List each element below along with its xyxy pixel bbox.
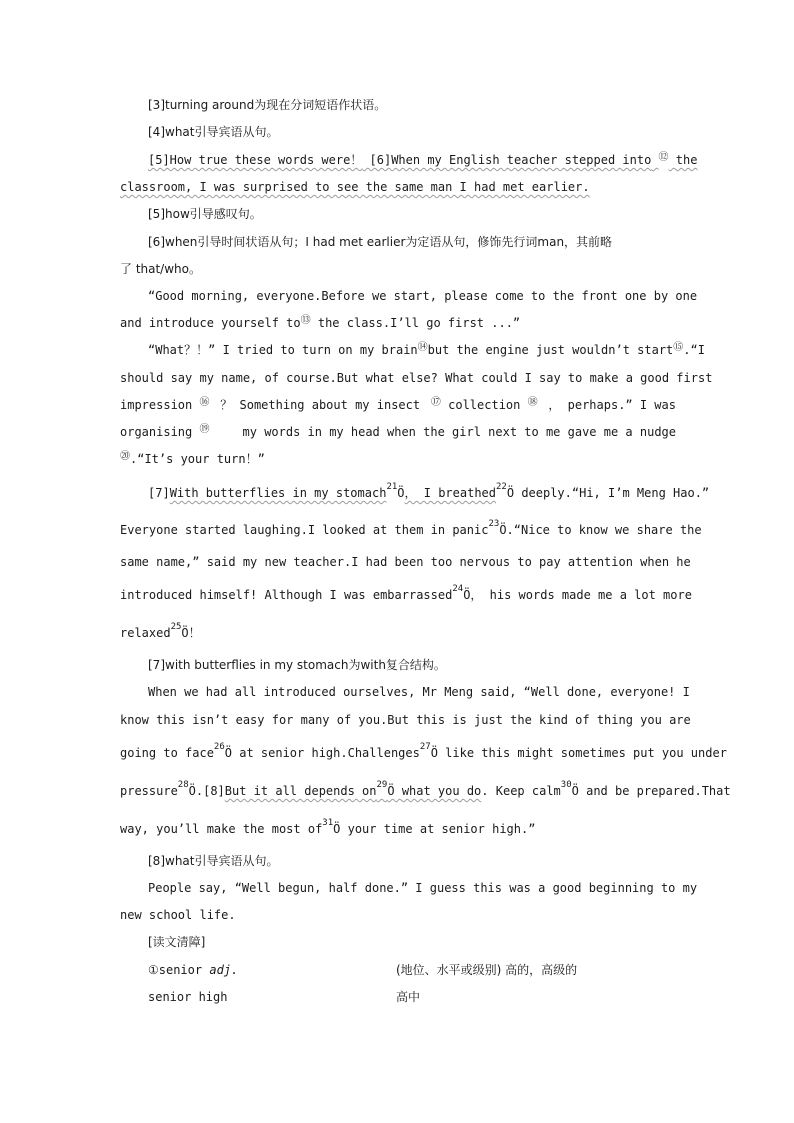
blank-marker: Ö xyxy=(571,784,579,798)
paragraph-line xyxy=(120,818,536,836)
blank-marker: Ö xyxy=(397,486,405,500)
text-fragment: way, you’ll make the most of xyxy=(120,822,323,836)
text-fragment: the xyxy=(675,153,698,167)
paragraph-line: know this isn’t easy for many of you.But this is just the kind of thing you are xyxy=(120,713,691,727)
part-of-speech: adj. xyxy=(209,963,239,977)
text-fragment: .“I xyxy=(683,343,705,357)
paragraph-line: should say my name, of course.But what else? What could I say to make a good first xyxy=(120,371,713,385)
text-fragment: your time at senior high.” xyxy=(347,822,536,836)
blank-marker: Ö xyxy=(188,784,196,798)
text-fragment: relaxed xyxy=(120,626,171,640)
vocabulary-heading: [读文清障] xyxy=(148,935,206,949)
blank-marker: Ö xyxy=(463,588,471,602)
text-fragment: going to face xyxy=(120,746,214,760)
blank-marker: Ö xyxy=(506,486,515,500)
text-fragment: “What？！” I tried to turn on my brain xyxy=(148,343,418,357)
paragraph-line xyxy=(120,780,731,798)
text-fragment: deeply.“Hi, I’m Meng Hao.” xyxy=(521,486,710,500)
text-fragment: ， perhaps.” I was xyxy=(548,398,676,412)
text-fragment: what you do xyxy=(401,784,482,798)
paragraph-line: “Good morning, everyone.Before we start, please come to the front one by one xyxy=(148,289,698,303)
footnote-marker: ⑮ xyxy=(673,342,684,353)
vocab-term: senior high xyxy=(148,990,228,1004)
paragraph-line xyxy=(120,622,201,640)
paragraph-line: same name,” said my new teacher.I had been too nervous to pay attention when he xyxy=(120,555,691,569)
text-fragment: Everyone started laughing.I looked at them in panic xyxy=(120,523,489,537)
blank-number: 31 xyxy=(322,818,334,828)
paragraph-line: People say, “Well begun, half done.” I guess this was a good beginning to my xyxy=(148,881,698,895)
paragraph-line: When we had all introduced ourselves, Mr Meng said, “Well done, everyone! I xyxy=(148,685,690,699)
paragraph-line xyxy=(120,453,265,466)
note-5: [5]how引导感叹句。 xyxy=(148,207,262,221)
footnote-marker: ⑲ xyxy=(199,424,210,435)
note-8: [8]what引导宾语从句。 xyxy=(148,854,279,868)
note-6-line-2: 了 that/who。 xyxy=(120,262,201,276)
vocab-term xyxy=(148,964,238,976)
blank-marker: Ö xyxy=(499,523,507,537)
footnote-marker: ⑬ xyxy=(300,315,311,326)
text-fragment: organising xyxy=(120,425,193,439)
paragraph-line xyxy=(120,519,702,537)
paragraph-line xyxy=(120,317,520,330)
sentence-8 xyxy=(224,780,482,798)
text-fragment: collection xyxy=(448,398,521,412)
blank-number: 29 xyxy=(376,780,388,790)
text-fragment: but the engine just wouldn’t start xyxy=(427,343,674,357)
text-fragment: [7] xyxy=(148,486,170,500)
footnote-marker: ⑳ xyxy=(120,451,130,462)
text-fragment: .“It’s your turn！” xyxy=(130,452,265,466)
text-fragment: ， his words made me a lot more xyxy=(470,588,692,602)
footnote-marker: ⑭ xyxy=(417,342,428,353)
blank-marker: Ö xyxy=(333,822,341,836)
paragraph-line xyxy=(148,482,710,500)
sentence-5-6-line-1 xyxy=(148,154,697,167)
paragraph-line xyxy=(120,426,676,439)
sentence-7: With butterflies in my stomach xyxy=(169,486,387,500)
blank-number: 26 xyxy=(213,742,225,752)
blank-number: 24 xyxy=(452,584,464,594)
footnote-marker: ⑰ xyxy=(430,397,441,408)
text-fragment: like this might sometimes put you under xyxy=(445,746,727,760)
note-6-line-1: [6]when引导时间状语从句；I had met earlier为定语从句，修饰先行词man，其前略 xyxy=(148,235,613,249)
text-fragment: and introduce yourself to xyxy=(120,316,301,330)
text-fragment: ？ Something about my insect xyxy=(220,398,421,412)
blank-number: 25 xyxy=(170,622,182,632)
paragraph-line xyxy=(120,399,676,412)
note-3: [3]turning around为现在分词短语作状语。 xyxy=(148,98,387,112)
text-fragment: and be prepared.That xyxy=(586,784,731,798)
note-7: [7]with butterflies in my stomach为with复合结构。 xyxy=(148,658,446,672)
blank-number: 27 xyxy=(419,742,431,752)
blank-number: 22 xyxy=(496,482,507,492)
text-fragment: introduced himself! Although I was embarrassed xyxy=(120,588,453,602)
text-fragment: ①senior xyxy=(148,963,210,977)
paragraph-line xyxy=(148,344,705,357)
paragraph-line: new school life. xyxy=(120,908,236,922)
blank-marker: Ö xyxy=(430,746,438,760)
blank-marker: Ö xyxy=(224,746,232,760)
blank-number: 21 xyxy=(386,482,398,492)
blank-number: 28 xyxy=(177,780,189,790)
footnote-marker: ⑱ xyxy=(527,397,538,408)
sentence-5: [5]How true these words were！ xyxy=(148,153,363,167)
text-fragment: ！ xyxy=(188,626,201,640)
blank-marker: Ö xyxy=(181,626,189,640)
text-fragment: at senior high.Challenges xyxy=(239,746,420,760)
text-fragment: ， I breathed xyxy=(404,486,496,500)
blank-marker: Ö xyxy=(387,784,395,798)
footnote-marker: ⑫ xyxy=(658,152,669,163)
text-fragment: .[8] xyxy=(195,784,225,798)
text-fragment: . Keep calm xyxy=(481,784,561,798)
text-fragment: my words in my head when the girl next to me gave me a nudge xyxy=(242,425,676,439)
paragraph-line xyxy=(120,742,727,760)
footnote-marker: ⑯ xyxy=(199,397,210,408)
text-fragment: pressure xyxy=(120,784,178,798)
blank-number: 30 xyxy=(560,780,572,790)
sentence-5-6-line-2: classroom, I was surprised to see the same man I had met earlier. xyxy=(120,180,590,194)
paragraph-line xyxy=(120,584,692,602)
text-fragment: impression xyxy=(120,398,193,412)
vocab-definition: (地位、水平或级别) 高的，高级的 xyxy=(396,963,578,977)
text-fragment: .“Nice to know we share the xyxy=(506,523,702,537)
vocab-definition: 高中 xyxy=(396,990,421,1004)
sentence-6-start: [6]When my English teacher stepped into xyxy=(369,153,652,167)
blank-number: 23 xyxy=(488,519,500,529)
note-4: [4]what引导宾语从句。 xyxy=(148,125,279,139)
text-fragment: But it all depends on xyxy=(224,784,377,798)
text-fragment: the class.I’ll go first ...” xyxy=(317,316,521,330)
